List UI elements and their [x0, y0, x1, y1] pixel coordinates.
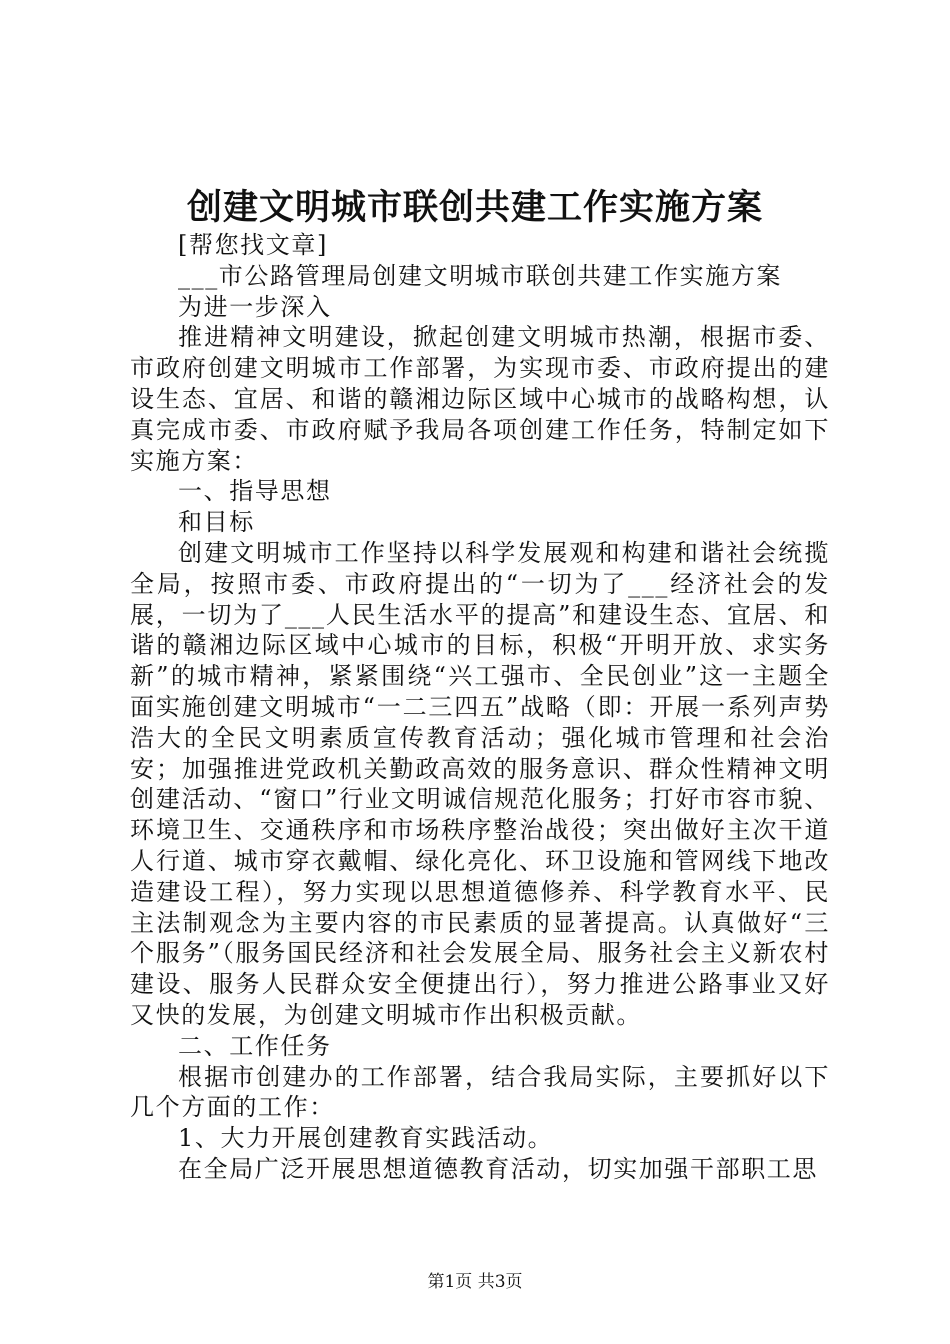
paragraph-source-tag: [帮您找文章]: [178, 231, 328, 259]
paragraph-guiding-content: 创建文明城市工作坚持以科学发展观和构建和谐社会统揽全局，按照市委、市政府提出的“一切为了___经济社会的发展，一切为了___人民生活水平的提高”和建设生态、宜居、和谐的赣湘边际区域中心城市的目标，积极“开明开放、求实务新”的城市精神，紧紧围绕“兴工强市、全民创业”这一主题全面实施创建文明城市“一二三四五”战略（即：开展一系列声势浩大的全民文明素质宣传教育活动；强化城市管理和社会治安；加强推进党政机关勤政高效的服务意识、群众性精神文明创建活动、“窗口”行业文明诚信规范化服务；打好市容市貌、环境卫生、交通秩序和市场秩序整治战役；突出做好主次干道人行道、城市穿衣戴帽、绿化亮化、环卫设施和管网线下地改造建设工程），努力实现以思想道德修养、科学教育水平、民主法制观念为主要内容的市民素质的显著提高。认真做好“三个服务”（服务国民经济和社会发展全局、服务社会主义新农村建设、服务人民群众安全便捷出行），努力推进公路事业又好又快的发展，为创建文明城市作出积极贡献。: [130, 538, 830, 1029]
heading-goals: 和目标: [178, 508, 255, 537]
heading-task-1: 1、大力开展创建教育实践活动。: [178, 1124, 554, 1153]
document-title: 创建文明城市联创共建工作实施方案: [186, 187, 763, 228]
heading-guiding-thought: 一、指导思想: [178, 477, 332, 506]
heading-work-tasks: 二、工作任务: [178, 1031, 332, 1060]
paragraph-intro: 推进精神文明建设，掀起创建文明城市热潮，根据市委、市政府创建文明城市工作部署，为实现市委、市政府提出的建设生态、宜居、和谐的赣湘边际区域中心城市的战略构想，认真完成市委、市政府赋予我局各项创建工作任务，特制定如下实施方案：: [130, 323, 830, 475]
page-footer: 第1页 共3页: [427, 1272, 523, 1292]
paragraph-task-1: 在全局广泛开展思想道德教育活动，切实加强干部职工思: [178, 1154, 818, 1183]
document-body: [130, 230, 830, 1185]
paragraph-subtitle: ___市公路管理局创建文明城市联创共建工作实施方案: [178, 261, 782, 290]
paragraph-tasks-intro: 根据市创建办的工作部署，结合我局实际，主要抓好以下几个方面的工作：: [130, 1062, 830, 1122]
paragraph-intro-start: 为进一步深入: [178, 292, 332, 321]
